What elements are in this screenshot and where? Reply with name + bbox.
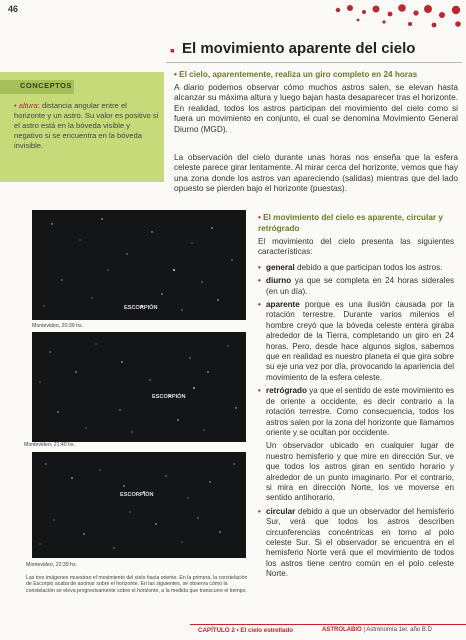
page-number: 46	[8, 4, 19, 14]
conceptos-definition-text: : distancia angular entre el horizonte y un astro. Su valor es positivo si el astro está en la bóveda visible y negativo si se encuentra en la bóveda invisible.	[14, 101, 159, 150]
list-item	[258, 276, 454, 297]
footer-book	[322, 627, 432, 633]
star-field-2	[32, 332, 246, 442]
item-text: ya que el sentido de este movimiento es de oriente a occidente, es decir contrario a la rotación terrestre. Como consecuencia, todos los astros salen por la zona del horizonte que llamamos oriente y se ocultan por occidente.	[266, 386, 454, 437]
list-item	[258, 386, 454, 438]
section1-para2: La observación del cielo durante unas horas nos enseña que la esfera celeste parece girar lentamente. Al mirar cerca del horizonte, vemos que hay una zona donde los astros van apareciendo (salidas) mientras que del lado opuesto se pierden bajo el horizonte (puestas).	[174, 152, 458, 194]
item-text: ya que se completa en 24 horas siderales (en un día).	[266, 276, 454, 296]
star-field-3	[32, 452, 246, 558]
section2-body	[258, 237, 454, 583]
item-term: diurno	[266, 276, 292, 286]
photo-3-label: ESCORPIÓN	[120, 492, 154, 498]
footer-chapter: CAPÍTULO 2 • El cielo estrellado	[198, 627, 294, 634]
list-item	[258, 300, 454, 383]
night-sky-photo-2	[32, 332, 246, 442]
item-term: general	[266, 262, 295, 272]
photo-2-label: ESCORPIÓN	[152, 394, 186, 400]
photos-caption: Las tres imágenes muestran el movimiento del cielo hacia oriente. En la primera, la constelación de Escorpio acaba de asomar sobre el horizonte. En las siguientes, se observa cómo la constelación se eleva progresivamente sobre el horizonte, a la medida que transcurre el tiempo.	[26, 575, 248, 594]
footer-course: | Astronomía 1er. año B.D	[361, 627, 432, 633]
conceptos-label: CONCEPTOS	[20, 81, 72, 90]
title-bullet-icon: ▪	[170, 42, 175, 58]
photo-1-caption: Montevideo, 20:39 hs.	[32, 323, 84, 329]
section1-heading: • El cielo, aparentemente, realiza un giro completo en 24 horas	[174, 70, 418, 79]
footer-book-title: ASTROLABIO	[322, 627, 362, 633]
section2-heading: • El movimiento del cielo es aparente, circular y retrógrado	[258, 213, 443, 233]
item-term: aparente	[266, 300, 300, 310]
photo-1-label: ESCORPIÓN	[124, 305, 158, 311]
night-sky-photo-1	[32, 210, 246, 320]
night-sky-photo-3	[32, 452, 246, 558]
photo-2-caption: Montevideo, 21:40 hs.	[24, 442, 76, 448]
conceptos-term: altura	[18, 101, 38, 110]
decorative-dots	[318, 4, 466, 32]
item-text: porque es una ilusión causada por la rotación terrestre. Durante varios milenios el hombre creyó que la bóveda celeste entera giraba alrededor de la Tierra, completando un giro en 24 horas. Pero, desde hace algunos siglos, sabemos que en realidad es nuestro planeta el que gira sobre su eje una vez por día, provocando la apariencia del movimiento de la esfera celeste.	[266, 300, 454, 382]
star-field-1	[32, 210, 246, 320]
photo-3-caption: Montevideo, 22:39 hs.	[26, 562, 78, 568]
list-item	[258, 507, 454, 580]
item-text: debido a que participan todos los astros.	[294, 262, 443, 272]
section2-intro: El movimiento del cielo presenta las siguientes características:	[258, 237, 454, 257]
section2-observer: Un observador ubicado en cualquier lugar de nuestro hemisferio y que mire en dirección Sur, ve que todos los astros giran en sentido horario y alrededor de un punto imaginario. Por el contrario, si mira en dirección Norte, los ve moverse en sentido antihorario.	[266, 441, 454, 503]
list-item	[258, 263, 454, 273]
section2-heading-text: El movimiento del cielo es aparente, circular y retrógrado	[258, 213, 443, 233]
footer-divider	[190, 624, 466, 625]
page-title: El movimiento aparente del cielo	[182, 40, 416, 57]
section1-heading-text: El cielo, aparentemente, realiza un giro completo en 24 horas	[179, 70, 418, 79]
title-divider	[166, 62, 462, 63]
section1-para1: A diario podemos observar cómo muchos astros salen, se elevan hasta alcanzar su máxima altura y luego bajan hasta desaparecer tras el horizonte. En realidad, todos los astros participan del movimiento del cielo como si fuera un movimiento en conjunto, el cual se denomina Movimiento General Diurno (MGD).	[174, 82, 458, 134]
conceptos-definition: • altura: distancia angular entre el horizonte y un astro. Su valor es positivo si el astro está en la bóveda visible y negativo si se encuentra en la bóveda invisible.	[14, 101, 159, 150]
item-text: debido a que un observador del hemisferio Sur, verá que todos los astros describen circunferencias concéntricas en torno al polo celeste Sur. Si el observador se encuentra en el hemisferio Norte verá que el movimiento de todos los astros tiene centro común en el polo celeste Norte.	[266, 506, 454, 579]
item-term: circular	[266, 506, 296, 516]
item-term: retrógrado	[266, 386, 307, 396]
